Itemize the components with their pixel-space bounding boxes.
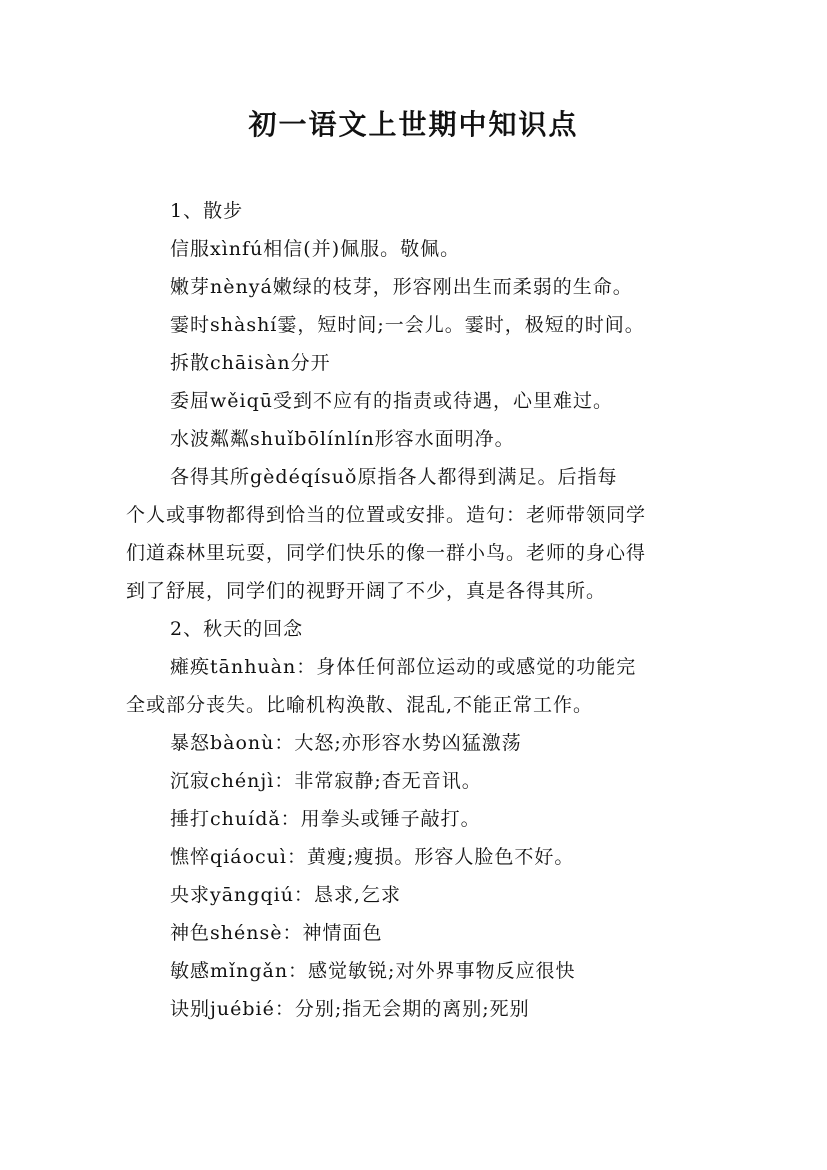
paragraph-line: 们道森林里玩耍，同学们快乐的像一群小鸟。老师的身心得 — [126, 542, 647, 564]
paragraph-line: 到了舒展，同学们的视野开阔了不少，真是各得其所。 — [126, 580, 607, 602]
document-title: 初一语文上世期中知识点 — [248, 108, 579, 141]
vocab-entry: 暴怒bàonù：大怒;亦形容水势凶猛激荡 — [170, 732, 522, 754]
vocab-entry: 信服xìnfú相信(并)佩服。敬佩。 — [170, 238, 461, 260]
vocab-entry: 霎时shàshí霎，短时间;一会儿。霎时，极短的时间。 — [170, 314, 645, 336]
vocab-entry: 憔悴qiáocuì：黄瘦;瘦损。形容人脸色不好。 — [170, 846, 575, 868]
vocab-entry: 委屈wěiqū受到不应有的指责或待遇，心里难过。 — [170, 390, 613, 412]
section-heading: 2、秋天的回念 — [170, 618, 304, 640]
vocab-entry: 敏感mǐngǎn：感觉敏锐;对外界事物反应很快 — [170, 960, 576, 982]
vocab-entry: 嫩芽nènyá嫩绿的枝芽，形容刚出生而柔弱的生命。 — [170, 276, 633, 298]
vocab-entry: 央求yāngqiú：恳求,乞求 — [170, 884, 401, 906]
vocab-entry: 瘫痪tānhuàn：身体任何部位运动的或感觉的功能完 — [170, 656, 637, 678]
vocab-entry: 拆散chāisàn分开 — [170, 352, 331, 374]
vocab-entry: 捶打chuídǎ：用拳头或锤子敲打。 — [170, 808, 481, 830]
vocab-entry: 各得其所gèdéqísuǒ原指各人都得到满足。后指每 — [170, 466, 618, 488]
vocab-entry: 神色shénsè：神情面色 — [170, 922, 383, 944]
paragraph-line: 全或部分丧失。比喻机构涣散、混乱,不能正常工作。 — [126, 694, 594, 716]
vocab-entry: 沉寂chénjì：非常寂静;杳无音讯。 — [170, 770, 482, 792]
section-heading: 1、散步 — [170, 200, 244, 222]
paragraph-line: 个人或事物都得到恰当的位置或安排。造句：老师带领同学 — [126, 504, 647, 526]
vocab-entry: 诀别juébié：分别;指无会期的离别;死别 — [170, 998, 530, 1020]
vocab-entry: 水波粼粼shuǐbōlínlín形容水面明净。 — [170, 428, 515, 450]
